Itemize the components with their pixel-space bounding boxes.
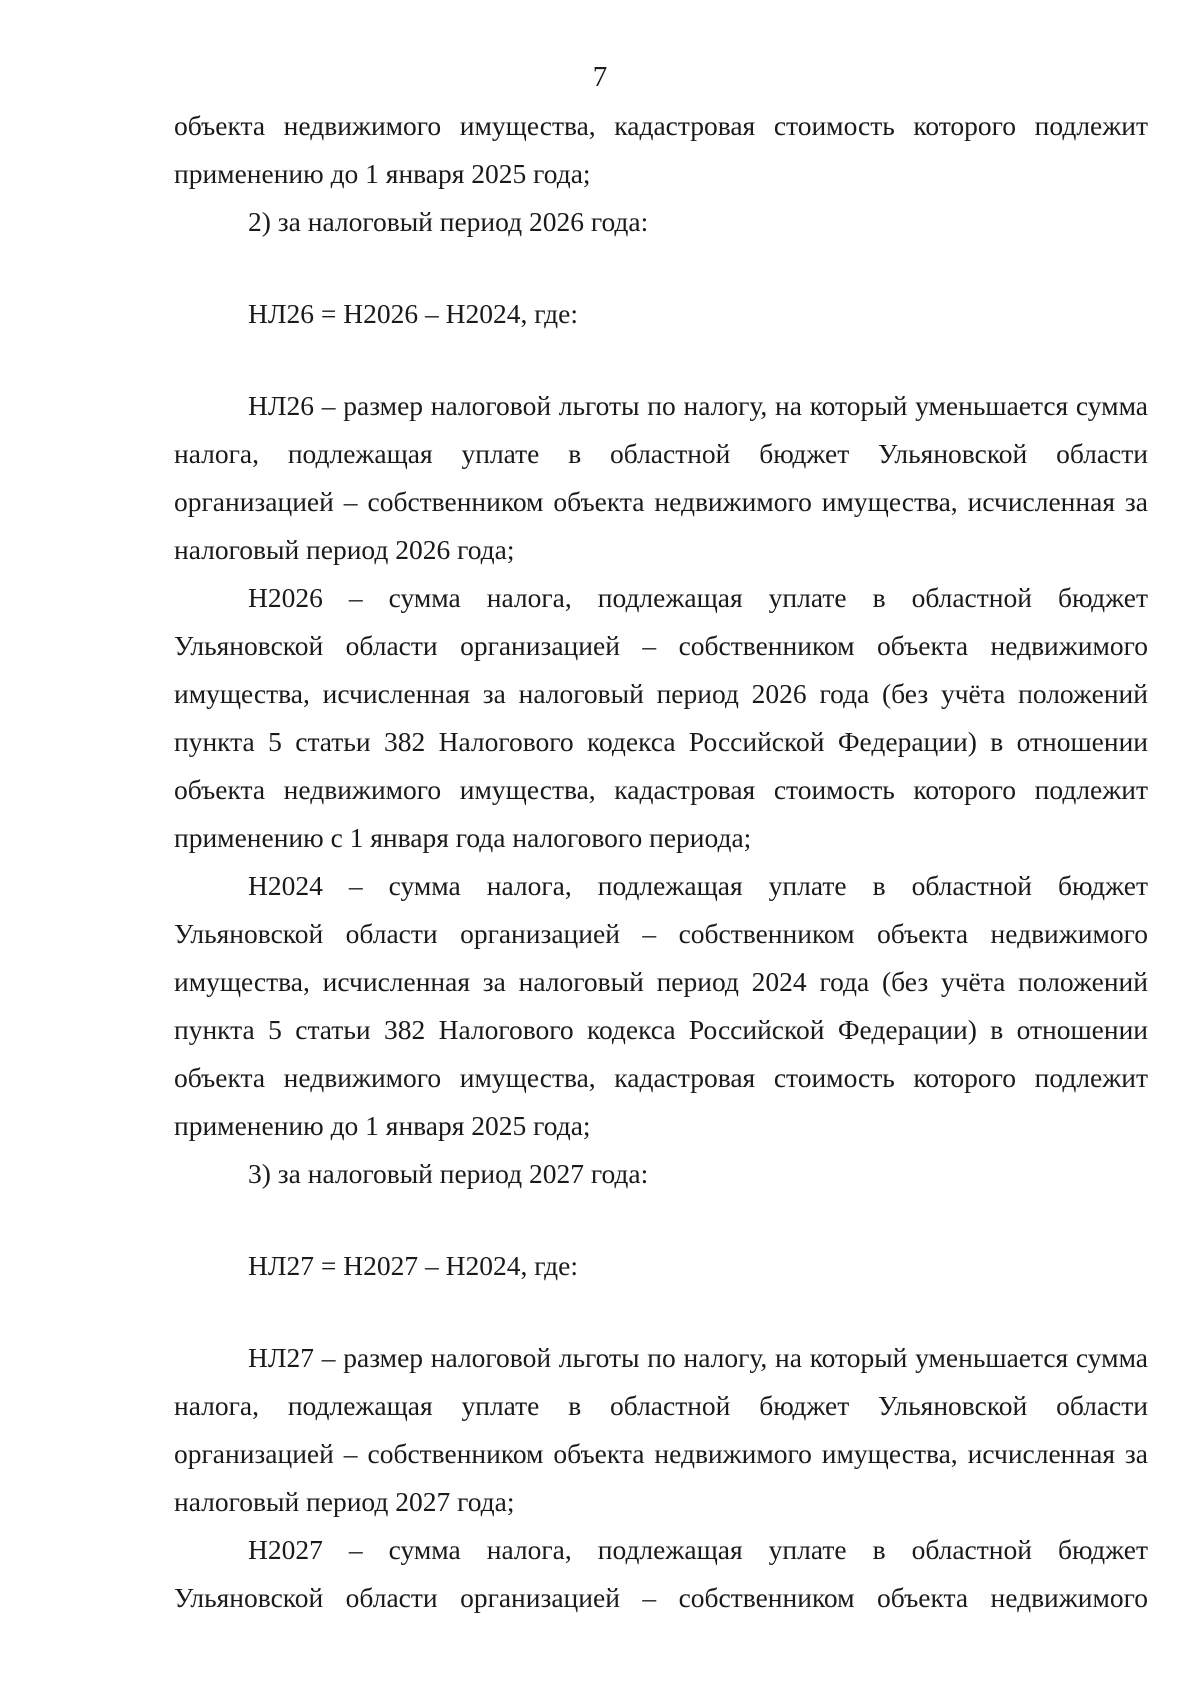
definition-n2026: Н2026 – сумма налога, подлежащая уплате в областной бюджет Ульяновской области организацией – собственником объекта недвижимого имущества, исчисленная за налоговый период 2026 года (без учёта положений пункта 5 статьи 382 Налогового кодекса Российской Федерации) в отношении объекта недвижимого имущества, кадастровая стоимость которого подлежит применению с 1 января года налогового периода;: [174, 582, 1148, 853]
definition-n2024: Н2024 – сумма налога, подлежащая уплате в областной бюджет Ульяновской области организацией – собственником объекта недвижимого имущества, исчисленная за налоговый период 2024 года (без учёта положений пункта 5 статьи 382 Налогового кодекса Российской Федерации) в отношении объекта недвижимого имущества, кадастровая стоимость которого подлежит применению до 1 января 2025 года;: [174, 870, 1148, 1141]
spacer: [174, 246, 1148, 290]
spacer: [174, 1290, 1148, 1334]
spacer: [174, 1198, 1148, 1242]
paragraph-continuation: объекта недвижимого имущества, кадастровая стоимость которого подлежит применению до 1 января 2025 года;: [174, 110, 1148, 189]
document-body: [174, 102, 1148, 1622]
formula-nl27: НЛ27 = Н2027 – Н2024, где:: [248, 1250, 578, 1281]
definition-n2027: Н2027 – сумма налога, подлежащая уплате в областной бюджет Ульяновской области организацией – собственником объекта недвижимого: [174, 1534, 1148, 1613]
formula-nl26: НЛ26 = Н2026 – Н2024, где:: [248, 298, 578, 329]
list-item-2: 2) за налоговый период 2026 года:: [248, 206, 649, 237]
spacer: [174, 338, 1148, 382]
list-item-3: 3) за налоговый период 2027 года:: [248, 1158, 649, 1189]
page-number: 7: [592, 61, 608, 93]
definition-nl27: НЛ27 – размер налоговой льготы по налогу, на который уменьшается сумма налога, подлежащая уплате в областной бюджет Ульяновской области организацией – собственником объекта недвижимого имущества, исчисленная за налоговый период 2027 года;: [174, 1342, 1148, 1517]
definition-nl26: НЛ26 – размер налоговой льготы по налогу, на который уменьшается сумма налога, подлежащая уплате в областной бюджет Ульяновской области организацией – собственником объекта недвижимого имущества, исчисленная за налоговый период 2026 года;: [174, 390, 1148, 565]
